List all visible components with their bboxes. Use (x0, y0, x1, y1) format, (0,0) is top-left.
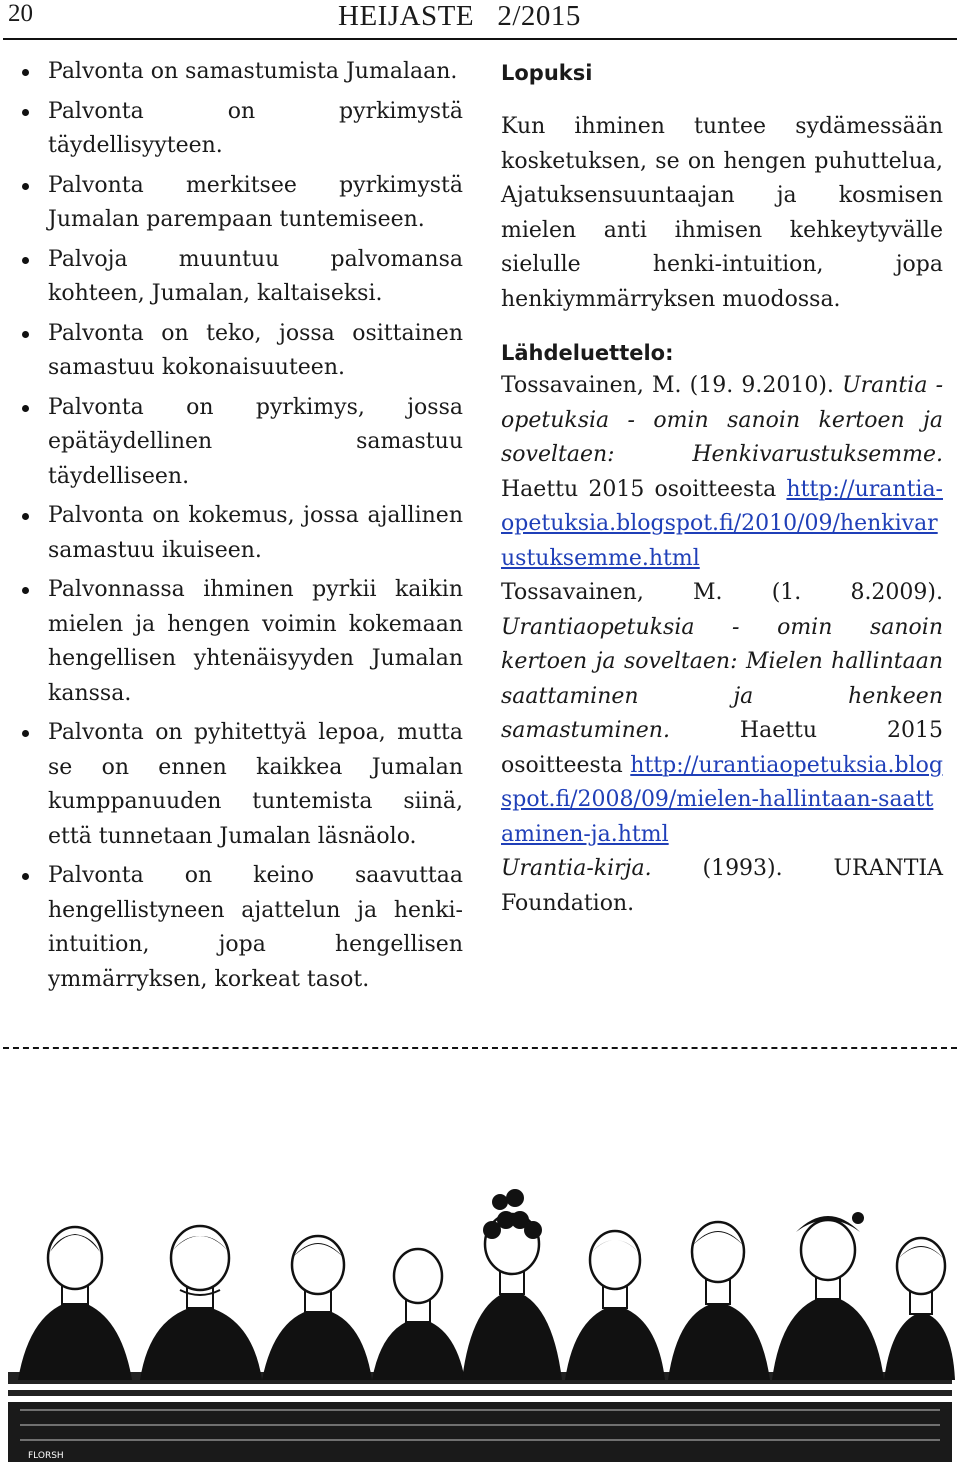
bullet-text: Palvonnassa ihminen pyrkii kaikin mielen ja hengen voimin kokemaan hengellisen yhtenäisyyden Jumalan kanssa. (48, 577, 463, 706)
reference-1-retrieved: Haettu 2015 osoitteesta (501, 476, 777, 502)
bullet-dot-icon (22, 69, 29, 76)
bullet-text: Palvonta on kokemus, jossa ajallinen samastuu ikuiseen. (48, 503, 463, 563)
bullet-text: Palvonta on keino saavuttaa hengellistyneen ajattelun ja henki-intuition, jopa hengellisen ymmärryksen, korkeat tasot. (48, 863, 463, 992)
bullet-text: Palvonta on pyrkimystä täydellisyyteen. (48, 98, 463, 158)
reference-1-author: Tossavainen, M. (19. 9.2010). (501, 373, 834, 398)
sources-heading: Lähdeluettelo: (501, 341, 674, 365)
dashed-divider (3, 1047, 957, 1049)
bullet-text: Palvonta merkitsee pyrkimystä Jumalan parempaan tuntemiseen. (48, 172, 463, 232)
bullet-text: Palvonta on teko, jossa osittainen samastuu kokonaisuuteen. (48, 320, 463, 380)
bullet-item (20, 716, 463, 854)
conclusion-heading: Lopuksi (501, 61, 593, 85)
reference-3-rest: (1993). URANTIA Foundation. (501, 856, 944, 916)
svg-text:FLORSH: FLORSH (28, 1451, 64, 1461)
audience-backs-illustration-icon (0, 1140, 960, 1462)
reference-2-link[interactable]: http://urantiaopetuksia.blogspot.fi/2008/09/mielen-hallintaan-saattaminen-ja.html (501, 752, 943, 847)
page-header (0, 0, 960, 40)
bullet-dot-icon (22, 873, 29, 880)
bullet-dot-icon (22, 405, 29, 412)
bullet-dot-icon (22, 587, 29, 594)
header-rule (3, 38, 957, 40)
page-number: 20 (8, 0, 33, 27)
reference-2 (501, 576, 943, 852)
reference-2-author: Tossavainen, M. (1. 8.2009). (501, 580, 943, 605)
bullet-text: Palvonta on pyrkimys, jossa epätäydellinen samastuu täydelliseen. (48, 394, 463, 489)
worship-bullet-column (20, 55, 463, 1002)
bullet-text: Palvonta on samastumista Jumalaan. (48, 59, 458, 84)
bullet-text: Palvonta on pyhitettyä lepoa, mutta se on ennen kaikkea Jumalan kumppanuuden tuntemista siinä, että tunnetaan Jumalan läsnäolo. (48, 720, 463, 849)
bullet-item (20, 317, 463, 386)
magazine-title: HEIJASTE 2/2015 (338, 0, 581, 32)
reference-1 (501, 369, 943, 576)
reference-1-title: Urantia -opetuksia - omin sanoin kertoen ja soveltaen: Henkivarustuksemme. (501, 373, 944, 467)
bullet-item (20, 95, 463, 164)
bullet-item (20, 573, 463, 711)
bullet-dot-icon (22, 331, 29, 338)
bullet-item (20, 169, 463, 238)
worship-bullet-list (20, 55, 463, 997)
bullet-dot-icon (22, 730, 29, 737)
bullet-item (20, 499, 463, 568)
bullet-item (20, 391, 463, 495)
bullet-dot-icon (22, 513, 29, 520)
reference-3 (501, 852, 943, 921)
reference-1-link[interactable]: http://urantia-opetuksia.blogspot.fi/2010/09/henkivarustuksemme.html (501, 476, 943, 571)
bullet-item (20, 859, 463, 997)
bullet-dot-icon (22, 183, 29, 190)
bullet-item (20, 55, 463, 90)
conclusion-text: Kun ihminen tuntee sydämessään kosketuksen, se on hengen puhuttelua, Ajatuksensuuntaajan ja kosmisen mielen anti ihmisen kehkeytyvälle sielulle henki-intuition, jopa henkiymmärryksen muodossa. (501, 114, 943, 312)
reference-2-title: Urantiaopetuksia - omin sanoin kertoen ja soveltaen: Mielen hallintaan saattaminen ja henkeen samastuminen. (501, 614, 943, 743)
conclusion-column (501, 57, 943, 921)
bullet-dot-icon (22, 257, 29, 264)
reference-2-retrieved: Haettu 2015 osoitteesta (501, 718, 943, 778)
bullet-item (20, 243, 463, 312)
reference-3-title: Urantia-kirja. (501, 856, 652, 881)
bullet-text: Palvoja muuntuu palvomansa kohteen, Jumalan, kaltaiseksi. (48, 246, 463, 306)
bullet-dot-icon (22, 109, 29, 116)
